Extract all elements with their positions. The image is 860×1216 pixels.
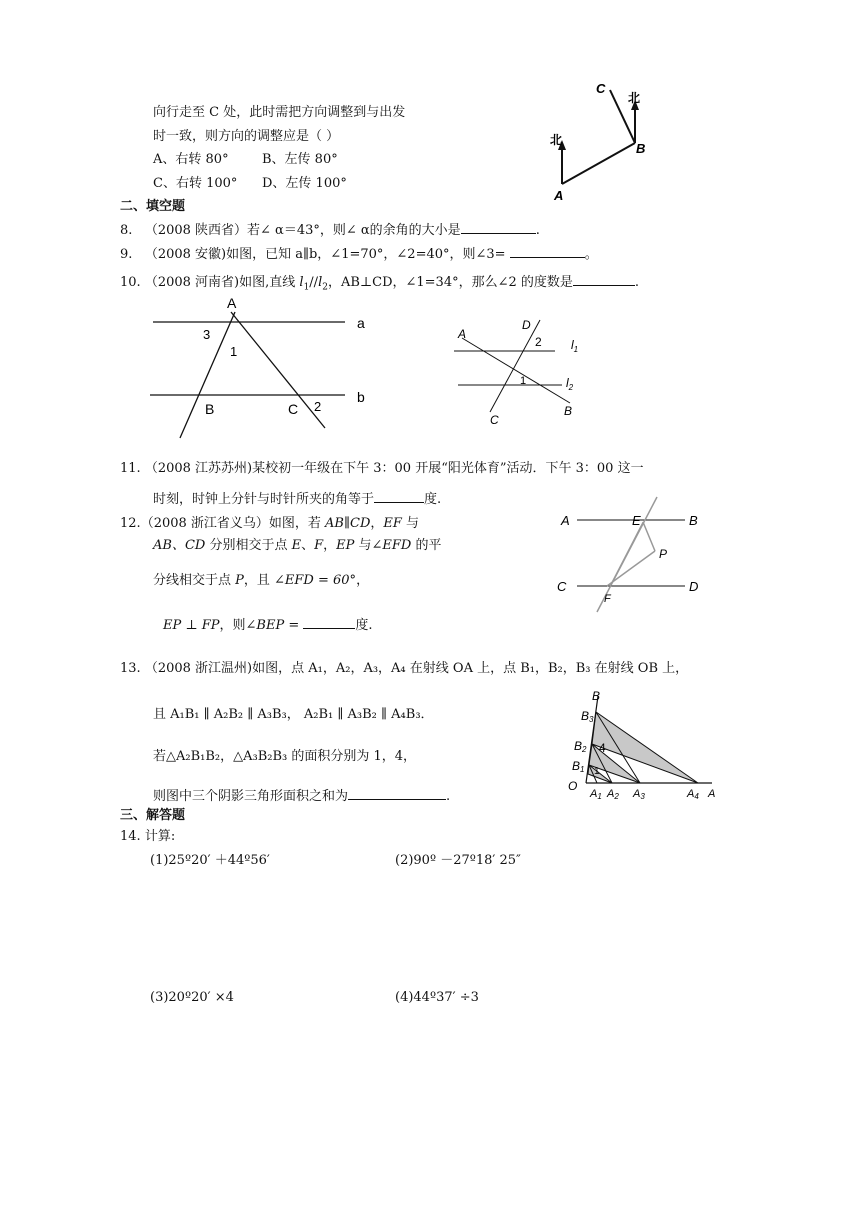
q11-text-line1: （2008 江苏苏州)某校初一年级在下午 3：00 开展“阳光体育”活动．下午 3：00 这一 (144, 461, 644, 476)
fig10-label-c: C (490, 413, 499, 427)
q14-part-3: (3)20º20′ ×4 (150, 990, 234, 1005)
q12-angle-bep: ∠BEP = (245, 618, 300, 633)
q10-figure (440, 312, 600, 430)
fig7-label-a: A (554, 188, 564, 203)
question-8 (120, 221, 540, 240)
question-12-line3 (153, 572, 369, 590)
q9-answer-blank (510, 245, 585, 258)
q9-figure (145, 292, 380, 442)
fig13-label-b3: B3 (581, 709, 594, 724)
q13-figure (562, 688, 732, 800)
q12-ab-cd: AB∥CD (325, 516, 371, 531)
q14-number: 14. (120, 829, 141, 844)
q12-ep: EP (336, 538, 355, 553)
fig7-label-c: C (596, 81, 606, 96)
fig9-label-line-a: a (357, 315, 365, 331)
question-14-header (120, 828, 175, 846)
q12-ep-perp-fp: EP ⊥ FP (163, 618, 220, 633)
q12-text-4b: ，则 (219, 618, 246, 633)
question-13-line1 (120, 660, 688, 678)
q10-l2-sub: 2 (322, 282, 328, 293)
q8-text: （2008 陕西省）若∠ α＝43°，则∠ α的余角的大小是 (144, 223, 461, 238)
q9-text: （2008 安徽)如图，已知 a∥b，∠1=70°，∠2=40°，则∠3= (144, 247, 506, 262)
fig10-angle-2: 2 (535, 335, 542, 349)
fig12-label-d: D (689, 579, 699, 594)
fig13-area-1: 1 (594, 766, 600, 777)
fig10-label-l2: $l_2$ (566, 376, 574, 392)
fig7-north-label-1: 北 (550, 133, 563, 147)
q8-end: . (535, 223, 540, 238)
fig12-label-c: C (557, 579, 567, 594)
fig10-label-d: D (522, 318, 531, 332)
q10-answer-blank (573, 273, 635, 286)
q13-text-line1: （2008 浙江温州)如图，点 A₁，A₂，A₃，A₄ 在射线 OA 上，点 B₁，B₂，B₃ 在射线 OB 上， (144, 661, 689, 676)
q7-text-line2: 时一致，则方向的调整应是（ ） (153, 129, 340, 144)
fig9-angle-3: 3 (203, 327, 211, 342)
q9-end: 。 (584, 247, 598, 262)
q7-figure (540, 74, 660, 204)
q13-text-line4: 则图中三个阴影三角形面积之和为 (153, 789, 349, 804)
q11-text-line2: 时刻，时钟上分针与时针所夹的角等于 (153, 492, 375, 507)
q12-text-2c: ， (323, 538, 337, 553)
q7-option-c: C、右转 100° (153, 176, 238, 191)
question-13-line2: 且 A₁B₁ ∥ A₂B₂ ∥ A₃B₃， A₂B₁ ∥ A₃B₂ ∥ A₄B₃． (153, 707, 434, 722)
q12-text-3b: ，且 (243, 573, 275, 588)
fig9-angle-1: 1 (230, 344, 238, 359)
q12-sep: 、 (301, 538, 315, 553)
fig12-label-a: A (561, 513, 570, 528)
fig12-label-p: P (659, 547, 668, 561)
q8-answer-blank (461, 221, 536, 234)
fig10-label-b: B (564, 404, 573, 418)
q12-text-2e: 的平 (411, 538, 442, 553)
fig12-label-b: B (689, 513, 698, 528)
fig9-label-c-point: C (288, 401, 299, 417)
q10-number: 10. (120, 275, 141, 290)
fig13-label-o: O (568, 779, 578, 793)
q7-option-a: A、右转 80° (153, 152, 229, 167)
q12-point-p: P (235, 573, 244, 588)
question-12-line4 (163, 616, 373, 635)
section-title-solve: 三、解答题 (120, 808, 186, 823)
q10-end: . (634, 275, 640, 290)
fig9-label-a-point: A (227, 295, 237, 311)
q12-angle-equation: ∠EFD = 60° (274, 573, 357, 588)
fig13-label-a: A (708, 788, 716, 800)
question-11-line2 (153, 490, 441, 509)
q7-option-d: D、左传 100° (262, 176, 347, 191)
fig13-label-a2: A2 (607, 788, 619, 800)
fig9-label-line-b: b (357, 389, 365, 405)
q12-text-1c: 与 (401, 516, 420, 531)
q10-text-pre: （2008 河南省)如图,直线 (144, 275, 300, 290)
fig13-label-b: B (592, 689, 601, 703)
q14-title: 计算: (144, 829, 176, 844)
section-title-fill-blank: 二、填空题 (120, 199, 186, 214)
q11-end: 度. (424, 492, 442, 507)
q8-number: 8. (120, 223, 133, 238)
q12-text-2d: 与 (354, 538, 372, 553)
q7-option-b: B、左传 80° (262, 152, 338, 167)
q12-point-f: F (314, 538, 324, 553)
q11-number: 11. (120, 461, 141, 476)
q12-number: 12. (120, 516, 141, 531)
fig13-label-a1: A1 (590, 788, 602, 800)
q12-angle-efd: ∠EFD (371, 538, 412, 553)
q12-text-1a: （2008 浙江省义乌）如图，若 (140, 516, 326, 531)
fig9-label-b-point: B (205, 401, 215, 417)
question-9 (120, 245, 598, 264)
q10-l1: l (299, 275, 304, 290)
q10-text-mid: ，AB⊥CD，∠1=34°，那么∠2 的度数是 (327, 275, 573, 290)
q12-ef: EF (383, 516, 402, 531)
q10-l2: l (318, 275, 323, 290)
fig12-label-e: E (632, 513, 641, 528)
q12-ab-cd-lines: AB、CD (153, 538, 206, 553)
question-13-line4 (153, 787, 450, 806)
fig7-label-b: B (636, 141, 646, 156)
question-12-line2 (153, 537, 442, 555)
q14-part-2: (2)90º －27º18′ 25″ (395, 853, 521, 868)
q14-part-4: (4)44º37′ ÷3 (395, 990, 479, 1005)
fig9-angle-2: 2 (314, 399, 322, 414)
question-11-line1 (120, 460, 644, 478)
q7-text-line1: 向行走至 C 处，此时需把方向调整到与出发 (153, 105, 406, 120)
fig13-area-4: 4 (599, 741, 606, 755)
q10-l1-sub: 1 (303, 282, 310, 293)
fig10-angle-1: 1 (520, 375, 527, 387)
q12-text-2b: 分别相交于点 (205, 538, 292, 553)
fig12-label-f: F (604, 593, 611, 605)
question-13-line3: 若△A₂B₁B₂，△A₃B₂B₃ 的面积分别为 1，4， (153, 749, 417, 764)
q12-answer-blank (303, 616, 355, 629)
q12-point-e: E (291, 538, 302, 553)
q12-text-3c: ， (356, 573, 370, 588)
q13-number: 13. (120, 661, 141, 676)
q12-text-1b: ， (370, 516, 384, 531)
fig10-label-a: A (458, 327, 467, 341)
fig13-label-b2: B2 (574, 739, 587, 754)
q13-answer-blank (348, 787, 446, 800)
q9-number: 9. (120, 247, 133, 262)
q13-end: . (446, 789, 451, 804)
fig13-label-a4: A4 (687, 788, 699, 800)
q14-part-1: (1)25º20′ ＋44º56′ (150, 853, 270, 868)
q12-end: 度. (355, 618, 373, 633)
q12-text-3a: 分线相交于点 (153, 573, 236, 588)
fig10-label-l1: $l_1$ (571, 338, 579, 354)
q10-parallel: // (309, 275, 319, 290)
fig7-north-label-2: 北 (628, 91, 641, 105)
fig13-label-a3: A3 (633, 788, 645, 800)
q11-answer-blank (374, 490, 424, 503)
fig13-label-b1: B1 (572, 759, 585, 774)
q12-figure (555, 494, 715, 614)
question-12-line1 (120, 515, 419, 533)
